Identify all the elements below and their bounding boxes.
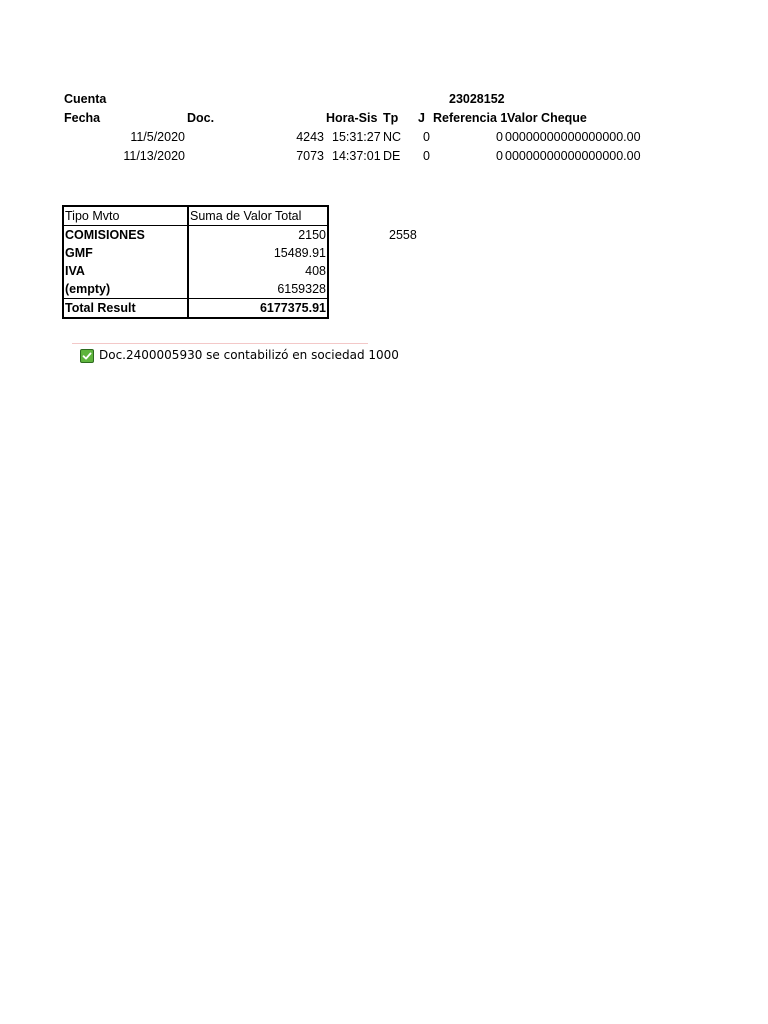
col-j: J: [418, 111, 425, 125]
col-hora-sis: Hora-Sis: [326, 111, 378, 125]
row-doc: 4243: [296, 130, 324, 144]
row-referencia: 0: [496, 130, 503, 144]
pivot-row-value: 6159328: [277, 282, 326, 296]
pivot-row-label: (empty): [63, 280, 188, 299]
row-doc: 7073: [296, 149, 324, 163]
pivot-row: [63, 226, 328, 245]
pivot-row-label: COMISIONES: [63, 226, 188, 245]
col-tp: Tp: [383, 111, 399, 125]
col-fecha: Fecha: [64, 111, 101, 125]
pivot-header-row: [63, 206, 328, 226]
pivot-row-value: 15489.91: [273, 246, 326, 260]
account-label: Cuenta: [64, 92, 107, 106]
row-fecha: 11/13/2020: [123, 149, 185, 163]
account-number: 23028152: [449, 92, 505, 106]
pivot-row-value: 2150: [298, 228, 326, 242]
row-j: 0: [423, 149, 430, 163]
pivot-row-label: IVA: [63, 262, 188, 280]
row-referencia: 0: [496, 149, 503, 163]
col-doc: Doc.: [187, 111, 215, 125]
pivot-table: [62, 205, 329, 319]
col-referencia: Referencia 1: [433, 111, 508, 125]
pivot-total-value: 6177375.91: [188, 299, 328, 319]
pivot-row: [63, 280, 328, 299]
side-value: 2558: [389, 228, 417, 242]
pivot-header-suma: Suma de Valor Total: [188, 206, 328, 226]
row-hora: 15:31:27: [332, 130, 381, 144]
row-j: 0: [423, 130, 430, 144]
row-tp: DE: [383, 149, 401, 163]
notification-text: Doc.2400005930 se contabilizó en sociedad 1000: [99, 348, 399, 362]
pivot-row-value: 408: [305, 264, 326, 278]
pivot-row: [63, 244, 328, 262]
row-valor: 00000000000000000.00: [505, 149, 641, 163]
pivot-row-label: GMF: [63, 244, 188, 262]
pivot-total-row: [63, 299, 328, 319]
row-valor: 00000000000000000.00: [505, 130, 641, 144]
row-tp: NC: [383, 130, 402, 144]
col-valor-cheque: Valor Cheque: [507, 111, 587, 125]
pivot-header-tipo: Tipo Mvto: [63, 206, 188, 226]
pivot-total-label: Total Result: [63, 299, 188, 319]
pivot-row: [63, 262, 328, 280]
check-icon: [80, 349, 94, 363]
row-hora: 14:37:01: [332, 149, 381, 163]
row-fecha: 11/5/2020: [130, 130, 185, 144]
status-notification: [72, 343, 399, 369]
